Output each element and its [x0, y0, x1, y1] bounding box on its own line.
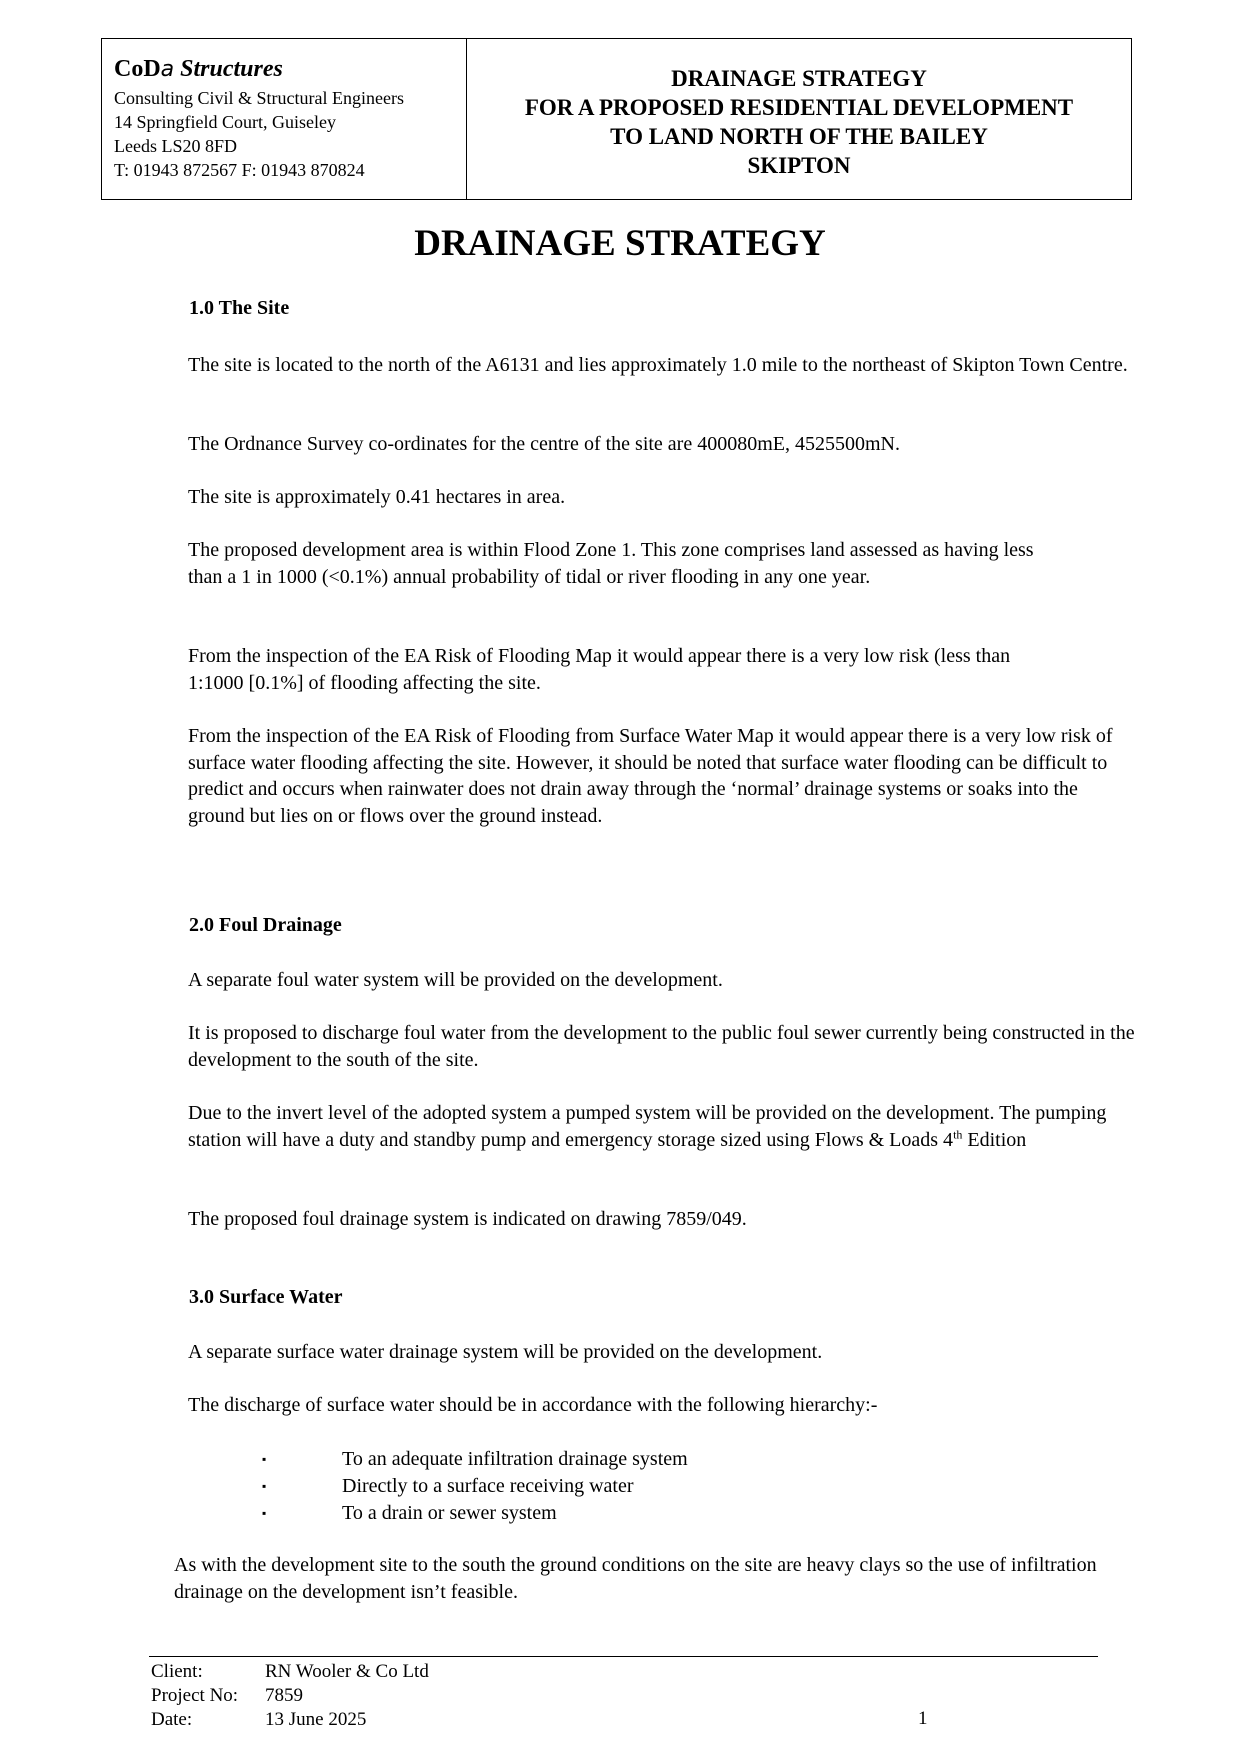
header-title-line: DRAINAGE STRATEGY — [671, 66, 927, 91]
paragraph: The proposed development area is within Flood Zone 1. This zone comprises land assessed as having less than a 1 in 1000 (<0.1%) annual probability of tidal or river flooding in any one year. — [188, 539, 1034, 588]
bullet-icon: ▪ — [262, 1506, 267, 1520]
document-header — [101, 38, 1132, 200]
header-title-block — [467, 39, 1131, 199]
section-heading-foul: 2.0 Foul Drainage — [189, 914, 342, 936]
paragraph: The discharge of surface water should be in accordance with the following hierarchy:- — [188, 1394, 878, 1416]
footer-divider — [149, 1656, 1098, 1657]
company-address-city: Leeds LS20 8FD — [114, 136, 237, 156]
paragraph: From the inspection of the EA Risk of Flooding from Surface Water Map it would appear there is a very low risk of surface water flooding affecting the site. However, it should be noted that surface water flooding can be difficult to predict and occurs when rainwater does not drain away through the ‘normal’ drainage systems or soaks into the ground but lies on or flows over the ground instead. — [188, 725, 1113, 827]
list-item: ▪ To a drain or sewer system — [262, 1500, 688, 1527]
company-name: CoDa Structures — [114, 56, 283, 82]
header-title-line: SKIPTON — [747, 153, 851, 178]
company-address-street: 14 Springfield Court, Guiseley — [114, 112, 336, 132]
section-heading-surface: 3.0 Surface Water — [189, 1286, 343, 1308]
page-title: DRAINAGE STRATEGY — [414, 223, 826, 264]
paragraph: The site is approximately 0.41 hectares in area. — [188, 486, 566, 508]
header-title-line: FOR A PROPOSED RESIDENTIAL DEVELOPMENT — [524, 95, 1074, 120]
footer-client-row: Client: RN Wooler & Co Ltd — [151, 1661, 429, 1682]
paragraph: A separate foul water system will be provided on the development. — [188, 969, 723, 991]
company-tagline: Consulting Civil & Structural Engineers — [114, 88, 404, 108]
paragraph: It is proposed to discharge foul water from the development to the public foul sewer currently being constructed in the development to the south of the site. — [188, 1022, 1135, 1071]
paragraph: As with the development site to the south the ground conditions on the site are heavy clays so the use of infiltration drainage on the development isn’t feasible. — [174, 1554, 1097, 1603]
date-value: 13 June 2025 — [265, 1709, 367, 1730]
company-block — [102, 39, 467, 199]
paragraph: From the inspection of the EA Risk of Flooding Map it would appear there is a very low risk (less than 1:1000 [0.1%] of flooding affecting the site. — [188, 645, 1011, 694]
footer-date-row: Date: 13 June 2025 — [151, 1709, 367, 1730]
section-heading-site: 1.0 The Site — [189, 297, 290, 319]
header-title-line: TO LAND NORTH OF THE BAILEY — [610, 124, 988, 149]
document-footer — [151, 1660, 429, 1732]
bullet-icon: ▪ — [262, 1479, 267, 1493]
paragraph: A separate surface water drainage system will be provided on the development. — [188, 1341, 823, 1363]
client-value: RN Wooler & Co Ltd — [265, 1661, 429, 1682]
company-phone-fax: T: 01943 872567 F: 01943 870824 — [114, 160, 365, 180]
paragraph: The Ordnance Survey co-ordinates for the centre of the site are 400080mE, 4525500mN. — [188, 433, 900, 455]
list-item: ▪ Directly to a surface receiving water — [262, 1473, 688, 1500]
paragraph: The site is located to the north of the A6131 and lies approximately 1.0 mile to the northeast of Skipton Town Centre. — [188, 354, 1128, 376]
footer-project-row: Project No: 7859 — [151, 1685, 303, 1706]
paragraph: Due to the invert level of the adopted system a pumped system will be provided on the development. The pumping station will have a duty and standby pump and emergency storage sized using Flows & Loads 4th Edition — [188, 1102, 1107, 1151]
page-number: 1 — [918, 1708, 928, 1729]
project-number-value: 7859 — [265, 1685, 303, 1706]
list-item: ▪ To an adequate infiltration drainage system — [262, 1446, 688, 1473]
bullet-icon: ▪ — [262, 1452, 267, 1466]
paragraph: The proposed foul drainage system is indicated on drawing 7859/049. — [188, 1208, 747, 1230]
hierarchy-list — [262, 1446, 688, 1527]
